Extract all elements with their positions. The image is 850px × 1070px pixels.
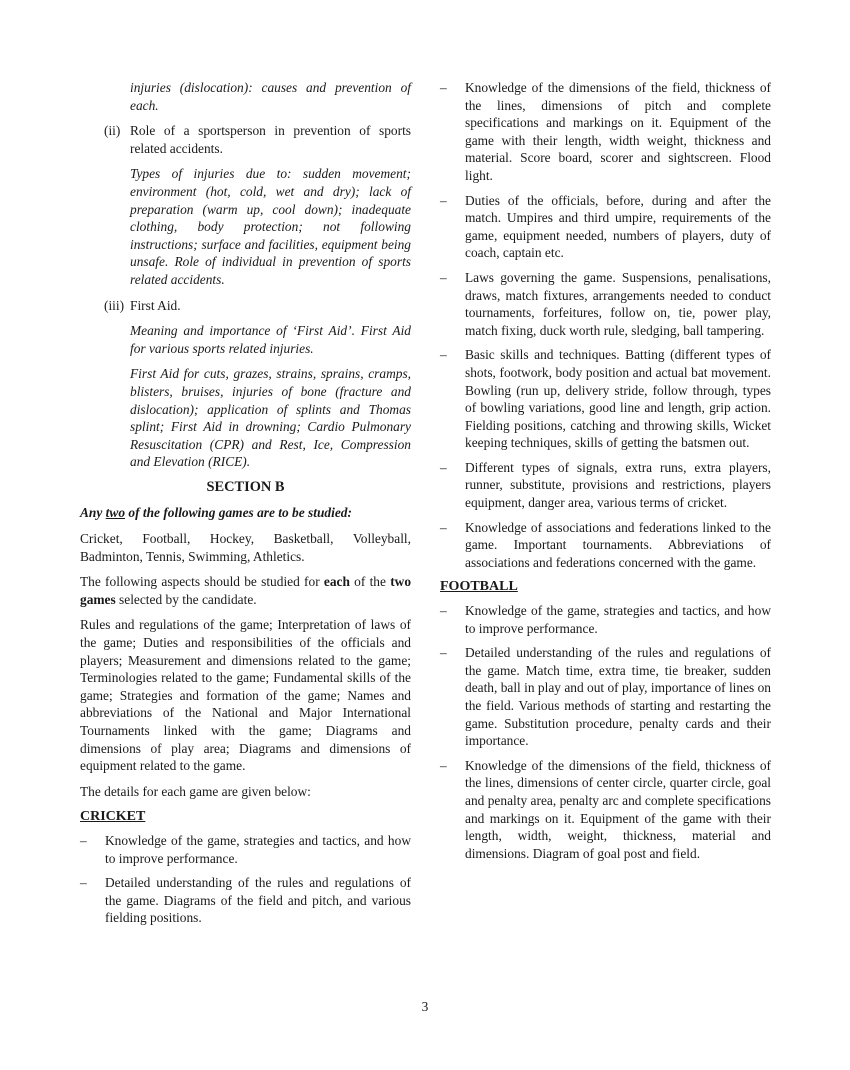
section-title: SECTION B [206,478,285,495]
item-iii-detail-1: Meaning and importance of ‘First Aid’. First Aid for various sports related injuries. [130,323,411,356]
aspects-paragraph [80,573,411,608]
list-item [440,346,771,452]
list-item-text: Different types of signals, extra runs, extra players, runner, substitute, provisions and restrictions, players equipment, danger area, various terms of cricket. [465,459,771,511]
dash-marker: – [440,519,447,535]
list-item-text: Knowledge of the dimensions of the field, thickness of the lines, dimensions of center circle, quarter circle, goal and penalty area, penalty arc and complete specifications and markings on it. Equipment of the game with their length, width, weight, thickness, material and dimensions. Diagram of goal post and field. [465,757,771,861]
games-instruction [80,504,411,522]
list-item [440,269,771,339]
list-item [440,644,771,750]
football-heading: FOOTBALL [440,579,518,595]
list-item-text: Basic skills and techniques. Batting (different types of shots, footwork, body position and actual bat movement. Bowling (run up, delivery stride, follow through, types of bowling variations, good line and length, grip action. Fielding positions, catching and throwing skills, Wicket keeping techniques, skills of getting the batsmen out. [465,347,771,451]
list-item-text: Detailed understanding of the rules and regulations of the game. Diagrams of the field and pitch, and various fielding positions. [105,875,411,926]
list-item [80,874,411,927]
list-item [440,192,771,262]
list-item [440,757,771,863]
dash-marker: – [80,832,87,848]
aspects-mid: of the [349,574,391,590]
list-item [440,79,771,185]
item-ii-detail: Types of injuries due to: sudden movement; environment (hot, cold, wet and dry); lack of preparation (warm up, cool down); inadequate clothing, body protection; not following instructions; surface and facilities, equipment being unsafe. Role of individual in prevention of sports related accidents. [130,166,411,287]
left-column [80,79,411,934]
dash-marker: – [440,80,447,95]
details-line: The details for each game are given below: [80,783,311,799]
cricket-heading: CRICKET [80,809,146,825]
aspects-post: selected by the candidate. [115,591,257,607]
lead-two: two [105,505,126,521]
list-item [440,602,771,637]
aspects-each: each [323,574,350,590]
list-item-text: Knowledge of the game, strategies and tactics, and how to improve performance. [465,603,771,636]
dash-marker: – [440,603,447,619]
list-item [80,832,411,867]
dash-marker: – [440,459,447,475]
list-item-text: Knowledge of the dimensions of the field, thickness of the lines, dimensions of pitch and complete specifications and markings on it. Equipment of the game with their length, width weight, thickness and material. Score board, scorer and sightscreen. Flood light. [465,80,771,183]
list-item-text: Knowledge of associations and federations linked to the game. Important tournaments. Abbreviations of associations and federations concerned with the game. [465,519,771,570]
dash-marker: – [80,875,87,891]
games-list: Cricket, Football, Hockey, Basketball, Volleyball, Badminton, Tennis, Swimming, Athletics. [80,531,411,564]
list-item-text: Laws governing the game. Suspensions, penalisations, draws, match fixtures, arrangements needed to conduct tournaments, forfeitures, follow on, tie, power play, match fixing, duck worth rule, sledging, ball tampering. [465,269,771,338]
item-ii-text: Role of a sportsperson in prevention of sports related accidents. [130,123,411,156]
dash-marker: – [440,757,447,773]
item-iii [104,297,411,315]
aspects-two-games: two games [80,574,412,607]
dash-marker: – [440,645,447,661]
dash-marker: – [440,269,447,285]
list-item-text: Duties of the officials, before, during and after the match. Umpires and third umpire, requirements of the game, equipment needed, numbers of players, duty of coach, captain etc. [465,192,771,261]
list-item [440,459,771,512]
item-iii-text: First Aid. [130,297,181,313]
right-column [440,79,771,869]
dash-marker: – [440,192,447,208]
item-iii-detail-2: First Aid for cuts, grazes, strains, sprains, cramps, blisters, bruises, injuries of bone (fracture and dislocation); application of splints and Thomas splint; First Aid in drowning; Cardio Pulmonary Resuscitation (CPR) and Rest, Ice, Compression and Elevation (RICE). [130,366,411,470]
rules-paragraph: Rules and regulations of the game; Interpretation of laws of the game; Duties and responsibilities of the officials and players; Measurement and dimensions related to the game; Terminologies related to the game; Fundamental skills of the game; Strategies and formation of the game; Names and abbreviations of the National and Major International Tournaments linked with the game; Diagrams and dimensions of play area; Diagrams and dimensions of equipment related to the game. [80,617,411,774]
dash-marker: – [440,347,447,363]
lead-post: of the following games are to be studied: [125,505,352,521]
item-iii-number: (iii) [104,297,125,313]
list-item-text: Knowledge of the game, strategies and tactics, and how to improve performance. [105,832,411,866]
aspects-pre: The following aspects should be studied for [80,574,324,590]
list-item-text: Detailed understanding of the rules and regulations of the game. Match time, extra time, tie breaker, sudden death, ball in play and out of play, importance of lines on the field. Various methods of starting and restarting the game. Substitution procedure, penalty cards and their importance. [465,645,771,749]
page-number: 3 [421,999,429,1014]
item-ii-number: (ii) [104,123,121,139]
list-item [440,519,771,572]
intro-italic: injuries (dislocation): causes and prevention of each. [130,80,411,113]
lead-pre: Any [80,505,106,521]
item-ii [104,122,411,157]
